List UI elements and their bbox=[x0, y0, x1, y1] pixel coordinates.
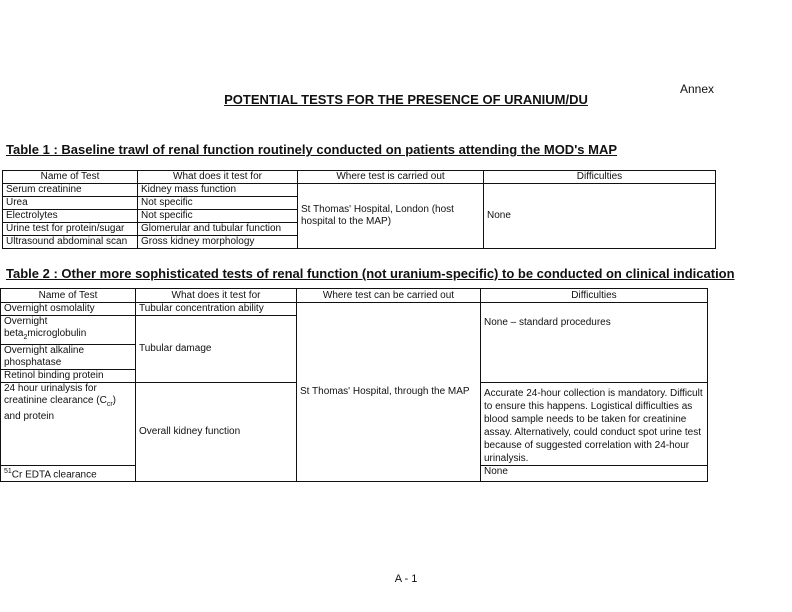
table2-caption: Table 2 : Other more sophisticated tests of renal function (not uranium-specific) to be conducted on clinical indication bbox=[6, 266, 735, 281]
page-number: A - 1 bbox=[394, 573, 418, 585]
column-header: Name of Test bbox=[3, 171, 138, 184]
table1-caption: Table 1 : Baseline trawl of renal function routinely conducted on patients attending the MOD's MAP bbox=[6, 142, 618, 157]
subscript: 2 bbox=[23, 334, 28, 341]
column-header: Where test can be carried out bbox=[297, 289, 481, 303]
table-row bbox=[3, 184, 716, 197]
test-difficulties: None bbox=[484, 184, 716, 249]
test-difficulties: None – standard procedures bbox=[481, 303, 708, 383]
column-header: Where test is carried out bbox=[298, 171, 484, 184]
name-text: Cr EDTA clearance bbox=[11, 469, 97, 481]
name-text: Overnight beta bbox=[4, 316, 48, 339]
column-header: What does it test for bbox=[136, 289, 297, 303]
test-name: Ultrasound abdominal scan bbox=[3, 236, 138, 249]
test-name: Overnight osmolality bbox=[1, 303, 136, 316]
test-purpose: Glomerular and tubular function bbox=[138, 223, 298, 236]
test-location: St Thomas' Hospital, through the MAP bbox=[297, 303, 481, 482]
test-purpose: Tubular damage bbox=[136, 316, 297, 383]
table-row bbox=[1, 303, 708, 316]
table1 bbox=[2, 170, 716, 249]
column-header: Difficulties bbox=[481, 289, 708, 303]
test-purpose: Tubular concentration ability bbox=[136, 303, 297, 316]
subscript: cr bbox=[106, 401, 113, 408]
column-header: Difficulties bbox=[484, 171, 716, 184]
test-purpose: Overall kidney function bbox=[136, 383, 297, 482]
test-name: Overnight alkaline phosphatase bbox=[1, 345, 136, 370]
test-purpose: Gross kidney morphology bbox=[138, 236, 298, 249]
test-name: Serum creatinine bbox=[3, 184, 138, 197]
column-header: Name of Test bbox=[1, 289, 136, 303]
test-name bbox=[1, 316, 136, 345]
test-difficulties: None bbox=[481, 466, 708, 482]
page-title: POTENTIAL TESTS FOR THE PRESENCE OF URANIUM/DU bbox=[224, 92, 588, 107]
test-difficulties: Accurate 24-hour collection is mandatory. Difficult to ensure this happens. Logistical difficulties as blood sample needs to be taken for creatinine assay. Alternatively, could conduct spot urine test because of suggested correlation with 24-hour urinalysis. bbox=[481, 383, 708, 466]
test-name bbox=[1, 466, 136, 482]
table-header-row bbox=[1, 289, 708, 303]
test-name: Urea bbox=[3, 197, 138, 210]
test-purpose: Not specific bbox=[138, 210, 298, 223]
test-location: St Thomas' Hospital, London (host hospital to the MAP) bbox=[298, 184, 484, 249]
test-purpose: Not specific bbox=[138, 197, 298, 210]
test-purpose: Kidney mass function bbox=[138, 184, 298, 197]
table-header-row bbox=[3, 171, 716, 184]
annex-label: Annex bbox=[680, 82, 715, 96]
name-text: microglobulin bbox=[27, 328, 87, 339]
column-header: What does it test for bbox=[138, 171, 298, 184]
test-name: Urine test for protein/sugar bbox=[3, 223, 138, 236]
name-text: 24 hour urinalysis for creatinine clearance (C bbox=[4, 383, 107, 406]
test-name: Electrolytes bbox=[3, 210, 138, 223]
test-name: Retinol binding protein bbox=[1, 370, 136, 383]
test-name bbox=[1, 383, 136, 466]
table2 bbox=[0, 288, 708, 482]
name-text: ) and protein bbox=[4, 395, 117, 422]
superscript: 51 bbox=[4, 468, 12, 475]
